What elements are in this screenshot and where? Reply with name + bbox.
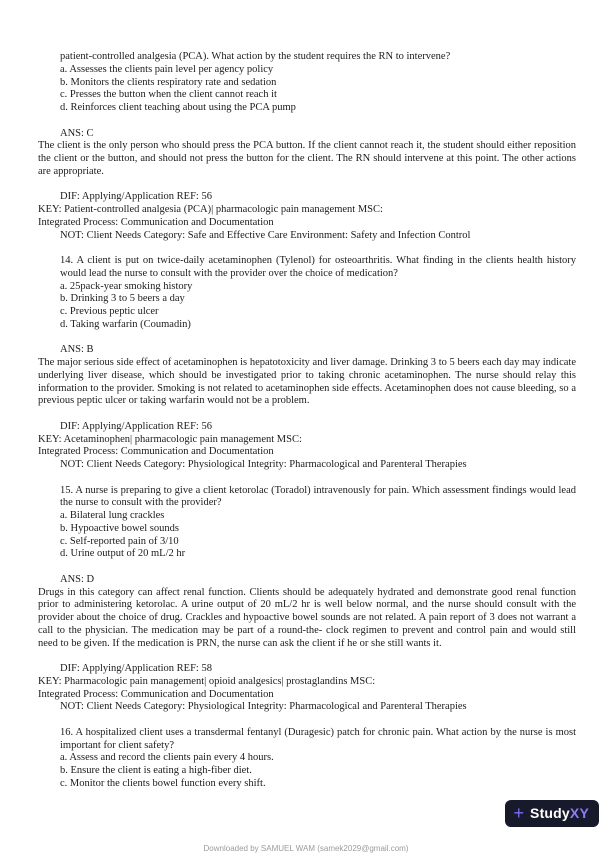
question-13-option-a: a. Assesses the clients pain level per agency policy bbox=[60, 63, 274, 75]
question-13-stem: patient-controlled analgesia (PCA). What action by the student requires the RN to intervene? bbox=[60, 51, 451, 62]
question-15-option-d: d. Urine output of 20 mL/2 hr bbox=[60, 548, 186, 560]
spacer bbox=[38, 332, 576, 345]
question-16-option-a: a. Assess and record the clients pain every 4 hours. bbox=[60, 752, 274, 764]
question-15-rationale: Drugs in this category can affect renal function. Clients should be adequately hydrated and demonstrate good renal function prior to administering ketorolac. A urine output of 20 mL/2 hr is well below normal, and the nurse should consult with the provider about the choice of drug. Crackles and hypoactive bowel sounds are not related. A pain report of 3 does not warrant a call to the physician. The medication may be part of a round-the- clock regimen to prevent and control pain and would still need to be given. If the medication is PRN, the nurse can ask the client if he or she still wants it. bbox=[38, 586, 576, 649]
question-13-option-b: b. Monitors the clients respiratory rate and sedation bbox=[60, 76, 277, 88]
question-14-dif-line: DIF: Applying/Application REF: 56 bbox=[60, 420, 212, 432]
spacer bbox=[38, 714, 576, 727]
question-14-integrated-process-line: Integrated Process: Communication and Documentation bbox=[38, 446, 274, 458]
question-14-option-c: c. Previous peptic ulcer bbox=[60, 306, 159, 317]
question-15-key-line: KEY: Pharmacologic pain management| opioid analgesics| prostaglandins MSC: bbox=[38, 675, 376, 687]
question-13-integrated-process-line: Integrated Process: Communication and Documentation bbox=[38, 216, 274, 228]
plus-icon: + bbox=[513, 802, 525, 823]
question-14-key-line: KEY: Acetaminophen| pharmacologic pain management MSC: bbox=[38, 433, 302, 445]
question-15-integrated-process-line: Integrated Process: Communication and Documentation bbox=[38, 688, 274, 700]
document-content bbox=[38, 51, 576, 791]
question-14-answer: ANS: B bbox=[60, 344, 94, 356]
question-13-option-c: c. Presses the button when the client cannot reach it bbox=[60, 89, 277, 101]
question-15-not-line: NOT: Client Needs Category: Physiological Integrity: Pharmacological and Parenteral Therapies bbox=[60, 701, 467, 713]
spacer bbox=[38, 179, 576, 192]
question-13-option-d: d. Reinforces client teaching about using the PCA pump bbox=[60, 102, 296, 113]
question-15-dif-line: DIF: Applying/Application REF: 58 bbox=[60, 663, 212, 674]
question-15-option-b: b. Hypoactive bowel sounds bbox=[60, 522, 179, 534]
question-16-stem: 16. A hospitalized client uses a transdermal fentanyl (Duragesic) patch for chronic pain. What action by the nurse is most important for client safety? bbox=[60, 726, 576, 751]
question-13-rationale: The client is the only person who should press the PCA button. If the client cannot reach it, the student should either reposition the client or the button, and should not press the button for the client. The RN should intervene at this point. The other actions are appropriate. bbox=[38, 140, 576, 177]
brand-name-secondary: XY bbox=[569, 805, 589, 822]
spacer bbox=[38, 561, 576, 574]
question-15-answer: ANS: D bbox=[60, 573, 95, 585]
spacer bbox=[38, 472, 576, 485]
question-15-stem: 15. A nurse is preparing to give a client ketorolac (Toradol) intravenously for pain. Which assessment findings would lead the nurse to consult with the provider? bbox=[60, 484, 576, 509]
question-14-option-b: b. Drinking 3 to 5 beers a day bbox=[60, 293, 185, 305]
question-13-not-line: NOT: Client Needs Category: Safe and Effective Care Environment: Safety and Infection Control bbox=[60, 229, 471, 241]
spacer bbox=[38, 650, 576, 663]
question-16-option-b: b. Ensure the client is eating a high-fiber diet. bbox=[60, 765, 252, 776]
question-16-option-c: c. Monitor the clients bowel function every shift. bbox=[60, 777, 266, 789]
question-13-dif-line: DIF: Applying/Application REF: 56 bbox=[60, 191, 212, 203]
question-14-rationale: The major serious side effect of acetaminophen is hepatotoxicity and liver damage. Drinking 3 to 5 beers each day may indicate underlying liver disease, which should be investigated prior to taking chronic acetaminophen. The nurse should relay this information to the provider. Smoking is not related to acetaminophen side effects. Acetaminophen does not cause bleeding, so a previous peptic ulcer or taking warfarin would not be a problem. bbox=[38, 357, 576, 407]
brand-name-primary: Study bbox=[530, 805, 570, 822]
question-14-option-d: d. Taking warfarin (Coumadin) bbox=[60, 318, 191, 330]
question-15-option-c: c. Self-reported pain of 3/10 bbox=[60, 535, 179, 547]
question-13-answer: ANS: C bbox=[60, 127, 94, 139]
studyxy-badge[interactable] bbox=[505, 800, 599, 827]
download-footer: Downloaded by SAMUEL WAM (samek2029@gmail.com) bbox=[203, 844, 409, 854]
spacer bbox=[38, 115, 576, 128]
spacer bbox=[38, 408, 576, 421]
question-14-stem: 14. A client is put on twice-daily acetaminophen (Tylenol) for osteoarthritis. What finding in the clients health history would lead the nurse to consult with the provider over the choice of medication? bbox=[60, 255, 576, 279]
question-15-option-a: a. Bilateral lung crackles bbox=[60, 510, 165, 521]
spacer bbox=[38, 242, 576, 255]
question-13-key-line: KEY: Patient-controlled analgesia (PCA)| pharmacologic pain management MSC: bbox=[38, 204, 383, 215]
question-14-not-line: NOT: Client Needs Category: Physiological Integrity: Pharmacological and Parenteral Therapies bbox=[60, 459, 467, 470]
question-14-option-a: a. 25pack-year smoking history bbox=[60, 280, 193, 292]
